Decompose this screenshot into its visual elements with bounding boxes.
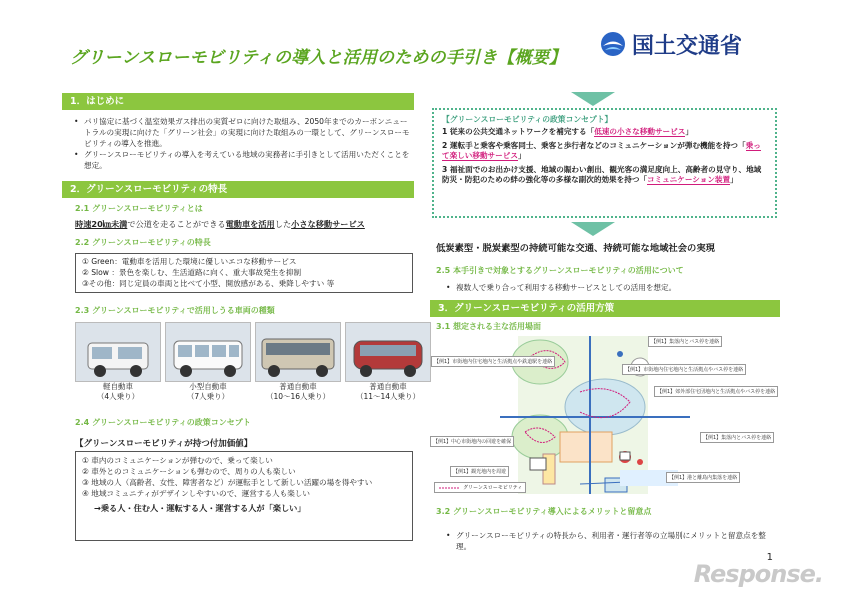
section-2-2-title: 2.2 グリーンスローモビリティの特長 — [75, 238, 211, 247]
vehicle-card — [253, 322, 343, 402]
vehicle-photo — [255, 322, 341, 382]
map-label: 【例1】中心市街地内の回遊を確保 — [430, 436, 514, 447]
section-2-heading: 2．グリーンスローモビリティの特長 — [62, 181, 414, 198]
vehicle-capacity: （4人乗り） — [96, 392, 140, 401]
section-3-1-title: 3.1 想定される主な活用場面 — [436, 322, 541, 331]
ministry-name: 国土交通省 — [632, 33, 743, 59]
map-legend — [434, 482, 526, 493]
vehicle-card — [163, 322, 253, 402]
map-label: 【例1】港と離島内集落を連絡 — [666, 472, 740, 483]
feature-item: ③その他：同じ定員の車両と比べて小型、開放感がある、乗降しやすい 等 — [82, 279, 335, 288]
concept-result: 低炭素型・脱炭素型の持続可能な交通、持続可能な地域社会の実現 — [436, 243, 715, 254]
concept-item-3: 3 福祉面でのお出かけ支援、地域の賑わい創出、観光客の満足度向上、高齢者の見守り、地域防災・防犯のための絆の強化等の多様な副次的効果を持つ「コミュニケーション装置」 — [442, 164, 762, 184]
down-arrow-icon — [571, 92, 615, 106]
down-arrow-icon — [571, 222, 615, 236]
value-item: ② 車外とのコミュニケーションも弾むので、周りの人も楽しい — [82, 467, 296, 476]
features-box — [75, 253, 413, 293]
section-1-bullet: • パリ協定に基づく温室効果ガス排出の実質ゼロに向けた取組み、2050年までのカーボンニュートラルの実現に向けた「グリーン社会」の実現に向けた取組みの一環として、グリーンスローモビリティの導入を推進。 — [74, 116, 414, 149]
value-conclusion: →乗る人・住む人・運転する人・運営する人が「楽しい」 — [94, 503, 306, 513]
value-item: ④ 地域コミュニティがデザインしやすいので、運営する人も楽しい — [82, 489, 310, 498]
map-label: 【例1】集落内とバス停を連絡 — [648, 336, 722, 347]
section-2-1-text — [75, 219, 365, 230]
electric-vehicle: 電動車を活用 — [225, 219, 275, 229]
vehicle-card — [343, 322, 433, 402]
feature-item: ② Slow ：景色を楽しむ、生活道路に向く、重大事故発生を抑制 — [82, 268, 302, 277]
value-subtitle: 【グリーンスローモビリティが持つ付加価値】 — [75, 439, 253, 449]
section-3-heading: 3．グリーンスローモビリティの活用方策 — [430, 300, 780, 317]
vehicle-name: 軽自動車 — [103, 382, 133, 391]
map-label: 【例1】市街地内住宅地内と生活拠点や鉄道駅を連絡 — [431, 356, 555, 367]
ministry-logo — [600, 22, 770, 66]
section-2-5-bullet: • 複数人で乗り合って利用する移動サービスとしての活用を想定。 — [446, 282, 766, 293]
vehicle-photo — [165, 322, 251, 382]
speed-limit: 時速20㎞未満 — [75, 219, 128, 229]
map-label: 【例1】市街地内住宅地内と生活拠点やバス停を連絡 — [622, 364, 746, 375]
vehicle-name: 普通自動車 — [369, 382, 407, 391]
concept-item-2: 2 運転手と乗客や乗客同士、乗客と歩行者などのコミュニケーションが弾む機能を持つ「乗って楽しい移動サービス」 — [442, 140, 761, 160]
section-3-2-bullet: • グリーンスローモビリティの特長から、利用者・運行者等の立場別にメリットと留意点を整理。 — [446, 530, 776, 552]
vehicle-capacity: （11～14人乗り） — [355, 392, 421, 401]
vehicle-photo — [75, 322, 161, 382]
section-2-1-title: 2.1 グリーンスローモビリティとは — [75, 204, 203, 213]
value-item: ① 車内のコミュニケーションが弾むので、乗って楽しい — [82, 456, 273, 465]
watermark-logo: Response. — [693, 560, 823, 588]
mlit-emblem-icon — [600, 31, 626, 57]
concept-item-1: 1 従来の公共交通ネットワークを補完する「低速の小さな移動サービス」 — [442, 127, 693, 136]
legend-label: グリーンスローモビリティ — [463, 485, 523, 491]
section-2-4-title: 2.4 グリーンスローモビリティの政策コンセプト — [75, 418, 251, 427]
vehicle-card — [73, 322, 163, 402]
vehicle-photo — [345, 322, 431, 382]
map-label: 【例1】郊外部住宅団地内と生活拠点やバス停を連絡 — [654, 386, 778, 397]
value-box — [75, 451, 413, 541]
vehicle-gallery — [73, 322, 421, 402]
section-1-body — [74, 116, 414, 171]
page-title: グリーンスローモビリティの導入と活用のための手引き【概要】 — [70, 48, 567, 68]
vehicle-capacity: （7人乗り） — [186, 392, 230, 401]
route-line-icon — [438, 485, 460, 491]
page-number: 1 — [766, 552, 773, 563]
feature-item: ① Green：電動車を活用した環境に優しいエコな移動サービス — [82, 257, 297, 266]
map-label: 【例1】観光地内を周遊 — [450, 466, 509, 477]
vehicle-capacity: （10～16人乗り） — [265, 392, 331, 401]
s21-mid2: した — [274, 219, 292, 229]
vehicle-name: 普通自動車 — [279, 382, 317, 391]
usage-scenario-map — [430, 332, 780, 498]
policy-concept-box — [432, 108, 777, 218]
small-mobility-service: 小さな移動サービス — [291, 219, 365, 229]
s21-mid: で公道を走ることができる — [127, 219, 226, 229]
section-3-2-title: 3.2 グリーンスローモビリティ導入によるメリットと留意点 — [436, 507, 652, 516]
value-item: ③ 地域の人（高齢者、女性、障害者など）が運転手として新しい活躍の場を得やすい — [82, 478, 373, 487]
section-2-5-title: 2.5 本手引きで対象とするグリーンスローモビリティの活用について — [436, 266, 684, 275]
section-1-bullet: • グリーンスローモビリティの導入を考えている地域の実務者に手引きとして活用いただくことを想定。 — [74, 149, 414, 171]
map-label: 【例1】集落内とバス停を連絡 — [700, 432, 774, 443]
section-2-3-title: 2.3 グリーンスローモビリティで活用しうる車両の種類 — [75, 306, 275, 315]
concept-title: 【グリーンスローモビリティの政策コンセプト】 — [442, 115, 613, 124]
vehicle-name: 小型自動車 — [189, 382, 227, 391]
section-1-heading: 1．はじめに — [62, 93, 414, 110]
